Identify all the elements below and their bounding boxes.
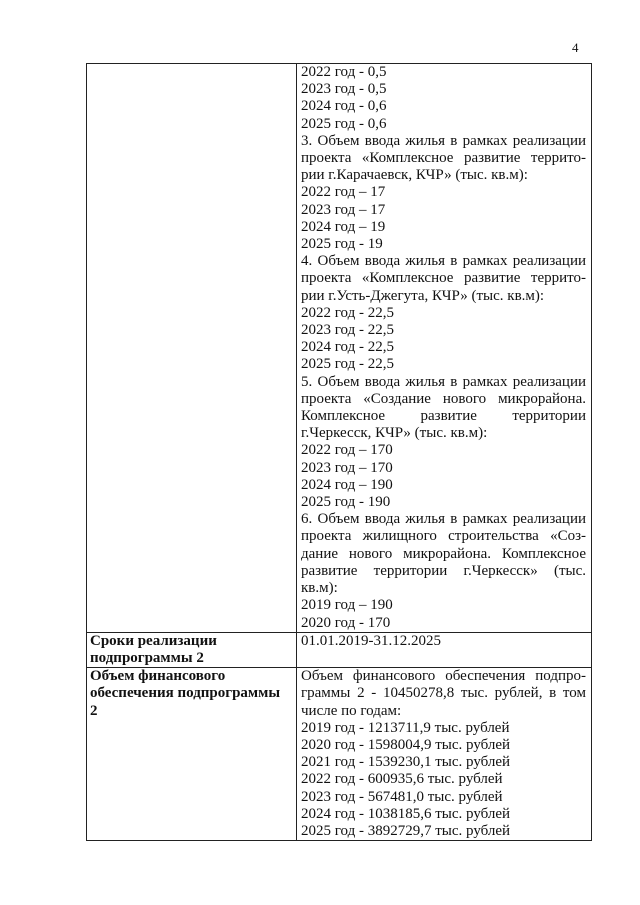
housing-target-line: 2025 год - 190 xyxy=(301,494,391,511)
housing-target-line: 6. Объем ввода жилья в рамках реализации xyxy=(301,511,586,528)
housing-target-line: 2025 год - 22,5 xyxy=(301,356,394,373)
housing-target-line: Комплексное развитие территории xyxy=(301,408,586,425)
funding-line: Объем финансового обеспечения подпро- xyxy=(301,668,586,685)
housing-target-line: 2022 год – 170 xyxy=(301,442,393,459)
housing-target-line: 2019 год – 190 xyxy=(301,597,393,614)
page-number: 4 xyxy=(572,40,579,55)
housing-target-line: 2023 год – 170 xyxy=(301,459,393,476)
funding-line: граммы 2 - 10450278,8 тыс. рублей, в том xyxy=(301,685,586,702)
row-label-empty xyxy=(87,64,297,633)
housing-target-line: 2025 год - 19 xyxy=(301,236,383,253)
housing-target-line: 2022 год - 22,5 xyxy=(301,304,394,321)
housing-target-line: проекта «Комплексное развитие террито- xyxy=(301,270,586,287)
housing-target-line: 2024 год - 22,5 xyxy=(301,339,394,356)
housing-target-line: 2020 год - 170 xyxy=(301,614,391,631)
funding-line: 2022 год - 600935,6 тыс. рублей xyxy=(301,771,503,788)
housing-target-line: г.Черкесск, КЧР» (тыс. кв.м): xyxy=(301,425,488,442)
implementation-period-value: 01.01.2019-31.12.2025 xyxy=(297,632,592,667)
housing-target-line: 5. Объем ввода жилья в рамках реализации xyxy=(301,373,586,390)
housing-target-line: 3. Объем ввода жилья в рамках реализации xyxy=(301,132,586,149)
housing-target-line: проекта жилищного строительства «Соз- xyxy=(301,528,586,545)
funding-line: 2020 год - 1598004,9 тыс. рублей xyxy=(301,736,511,753)
implementation-period-label: Сроки реализации подпрограммы 2 xyxy=(87,632,297,667)
funding-line: 2023 год - 567481,0 тыс. рублей xyxy=(301,788,503,805)
housing-target-line: 2024 год – 19 xyxy=(301,218,386,235)
housing-target-line: развитие территории г.Черкесск» (тыс. xyxy=(301,562,586,579)
housing-target-line: проекта «Комплексное развитие террито- xyxy=(301,150,586,167)
housing-target-line: рии г.Усть-Джегута, КЧР» (тыс. кв.м): xyxy=(301,287,545,304)
housing-target-line: 2024 год – 190 xyxy=(301,476,393,493)
housing-target-line: рии г.Карачаевск, КЧР» (тыс. кв.м): xyxy=(301,167,528,184)
table-row xyxy=(87,632,592,667)
housing-target-line: кв.м): xyxy=(301,580,338,597)
funding-volume-label: Объем финансового обеспечения подпрограммы 2 xyxy=(87,668,297,841)
housing-target-line: дание нового микрорайона. Комплексное xyxy=(301,545,586,562)
housing-target-line: проекта «Создание нового микрорайона. xyxy=(301,390,586,407)
funding-line: 2019 год - 1213711,9 тыс. рублей xyxy=(301,719,510,736)
housing-target-line: 2022 год - 0,5 xyxy=(301,64,387,80)
housing-target-line: 4. Объем ввода жилья в рамках реализации xyxy=(301,253,586,270)
funding-volume-cell xyxy=(297,668,592,841)
funding-line: 2024 год - 1038185,6 тыс. рублей xyxy=(301,805,511,822)
housing-target-line: 2025 год - 0,6 xyxy=(301,115,387,132)
housing-targets-cell xyxy=(297,64,592,633)
housing-target-line: 2023 год - 22,5 xyxy=(301,322,394,339)
housing-target-line: 2023 год - 0,5 xyxy=(301,81,387,98)
funding-line: числе по годам: xyxy=(301,702,402,719)
table-row xyxy=(87,668,592,841)
subprogram-passport-table xyxy=(86,63,592,841)
housing-target-line: 2024 год - 0,6 xyxy=(301,98,387,115)
housing-target-line: 2022 год – 17 xyxy=(301,184,386,201)
housing-target-line: 2023 год – 17 xyxy=(301,201,386,218)
funding-line: 2025 год - 3892729,7 тыс. рублей xyxy=(301,822,511,839)
funding-line: 2021 год - 1539230,1 тыс. рублей xyxy=(301,754,511,771)
table-row xyxy=(87,64,592,633)
